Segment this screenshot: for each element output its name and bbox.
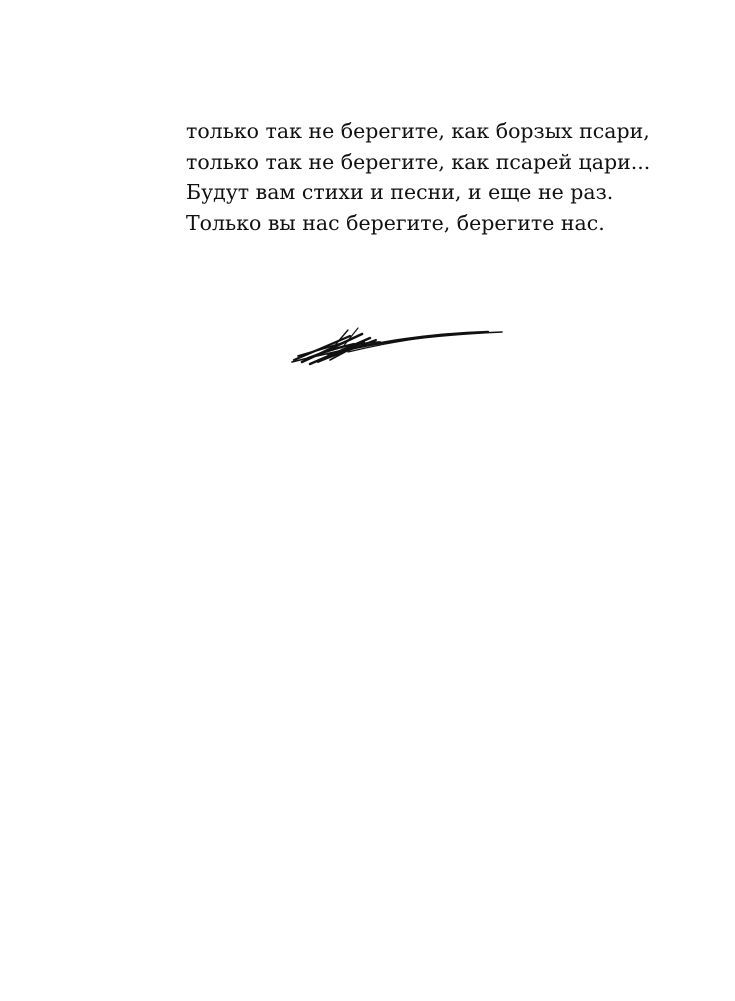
ink-flourish-icon	[288, 322, 508, 368]
poem-line: Будут вам стихи и песни, и еще не раз.	[186, 180, 614, 204]
poem-line: только так не берегите, как псарей цари...	[186, 149, 651, 174]
poem-line: только так не берегите, как борзых псари,	[186, 119, 650, 143]
poem-stanza	[186, 116, 706, 238]
poem-line: Только вы нас берегите, берегите нас.	[186, 210, 605, 235]
